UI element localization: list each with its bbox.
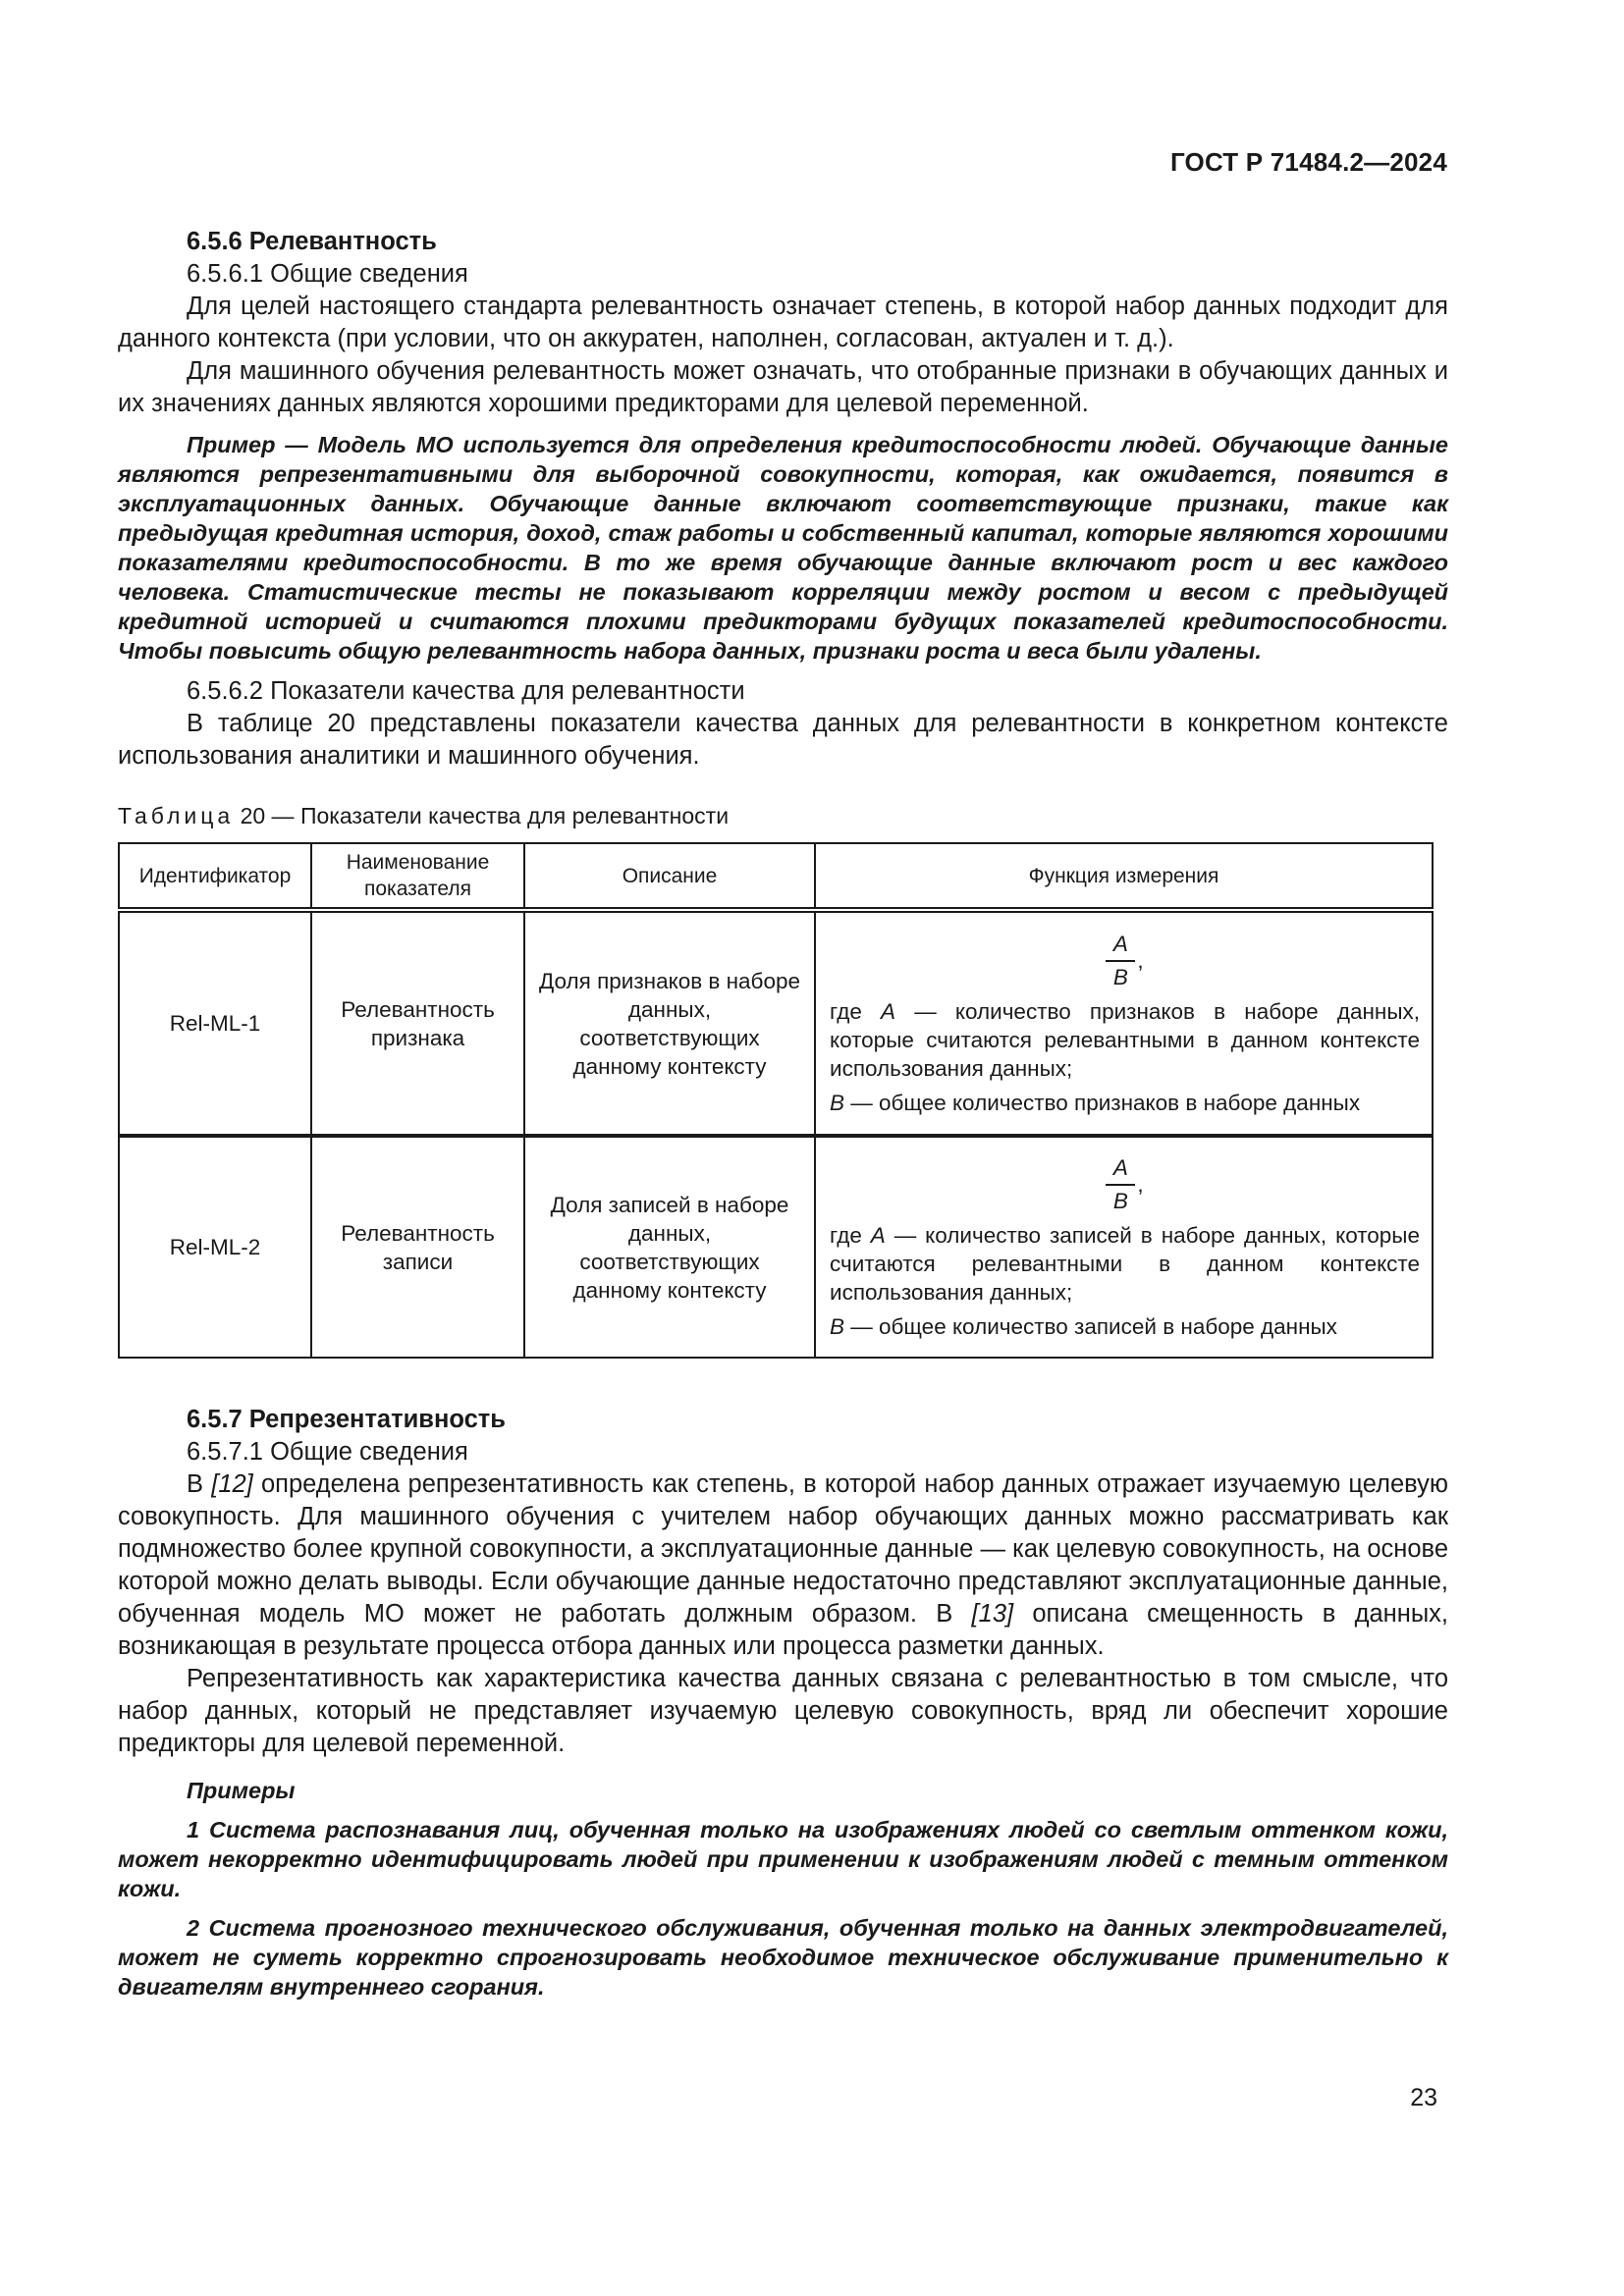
variable-b-definition: B — общее количество признаков в наборе данных [830, 1090, 1361, 1115]
fraction-bar [1106, 1184, 1135, 1186]
formula-fraction: $\frac{A}{B}$ , [830, 931, 1420, 991]
relevance-metrics-table [118, 842, 1434, 1359]
section-6-5-6-2-title: 6.5.6.2 Показатели качества для релевантности [187, 677, 745, 705]
paragraph-relevance-ml: Для машинного обучения релевантность может означать, что отобранные признаки в обучающих данных и их значениях данных являются хорошими предикторами для целевой переменной. [118, 357, 1448, 417]
cell-description: Доля записей в наборе данных, соответствующих данному контексту [524, 1136, 815, 1358]
example-predictive-maintenance: 2 Система прогнозного технического обслуживания, обученная только на данных электродвигателей, может не суметь корректно спрогнозировать необходимое техническое обслуживание применительно к двигателям внутреннего сгорания. [118, 1915, 1448, 2000]
section-6-5-6-1-title: 6.5.6.1 Общие сведения [187, 260, 468, 288]
table-caption [118, 800, 1448, 832]
example-credit-model: Пример — Модель МО используется для определения кредитоспособности людей. Обучающие данные являются репрезентативными для выборочной совокупности, которая, как ожидается, появится в эксплуатационных данных. Обучающие данные включают соответствующие признаки, такие как предыдущая кредитная история, доход, стаж работы и собственный капитал, которые являются хорошими показателями кредитоспособности. В то же время обучающие данные включают рост и вес каждого человека. Статистические тесты не показывают корреляции между ростом и весом с предыдущей кредитной историей и считаются плохими предикторами будущих показателей кредитоспособности. Чтобы повысить общую релевантность набора данных, признаки роста и веса были удалены. [118, 432, 1448, 664]
header-measurement-function: Функция измерения [815, 843, 1433, 910]
formula-denominator: B [1112, 964, 1128, 989]
fraction-bar [1106, 960, 1135, 962]
paragraph-relevance-definition: Для целей настоящего стандарта релевантность означает степень, в которой набор данных подходит для данного контекста (при условии, что он аккуратен, наполнен, согласован, актуален и т. д.). [118, 293, 1448, 352]
variable-b-definition: B — общее количество записей в наборе данных [830, 1313, 1337, 1339]
paragraph-representativeness-definition: В [12] определена репрезентативность как степень, в которой набор данных отражает изучаемую целевую совокупность. Для машинного обучения с учителем набор обучающих данных можно рассматривать как подмножество более крупной совокупности, а эксплуатационные данные — как целевую совокупность, на основе которой можно делать выводы. Если обучающие данные недостаточно представляют эксплуатационные данные, обученная модель МО может не работать должным образом. В [13] описана смещенность в данных, возникающая в результате процесса отбора данных или процесса разметки данных. [118, 1470, 1449, 1660]
cell-metric-name: Релевантность записи [311, 1136, 524, 1358]
cell-measurement-function [815, 1136, 1433, 1358]
formula-numerator: A [1112, 1154, 1128, 1180]
paragraph-representativeness-relevance: Репрезентативность как характеристика качества данных связана с релевантностью в том смысле, что набор данных, который не представляет изучаемую целевую совокупность, вряд ли обеспечит хорошие предикторы для целевой переменной. [118, 1665, 1448, 1757]
section-6-5-7-title: 6.5.7 Репрезентативность [187, 1406, 506, 1433]
header-metric-name: Наименование показателя [311, 843, 524, 910]
formula-fraction: $\frac{A}{B}$ , [830, 1154, 1420, 1215]
header-description: Описание [524, 843, 815, 910]
reference-link-13[interactable]: [13] [971, 1600, 1014, 1628]
table-caption-prefix: Таблица [118, 803, 235, 828]
section-6-5-6-title: 6.5.6 Релевантность [187, 228, 437, 255]
document-id-header: ГОСТ Р 71484.2—2024 [1169, 147, 1447, 177]
page-number: 23 [1410, 2084, 1437, 2111]
header-identifier: Идентификатор [119, 843, 311, 910]
table-row [119, 1136, 1433, 1358]
formula-numerator: A [1112, 931, 1128, 956]
example-face-recognition: 1 Система распознавания лиц, обученная только на изображениях людей со светлым оттенком кожи, может некорректно идентифицировать людей при применении к изображениям людей с темным оттенком кожи. [118, 1817, 1448, 1901]
cell-metric-name: Релевантность признака [311, 910, 524, 1136]
variable-a-definition: где A — количество признаков в наборе данных, которые считаются релевантными в данном контексте использования данных; [830, 998, 1420, 1081]
cell-identifier: Rel-ML-1 [119, 910, 311, 1136]
table-row [119, 910, 1433, 1136]
table-caption-text: 20 — Показатели качества для релевантности [234, 803, 730, 828]
section-6-5-7-1-title: 6.5.7.1 Общие сведения [187, 1438, 468, 1466]
formula-denominator: B [1112, 1188, 1128, 1213]
cell-measurement-function [815, 910, 1433, 1136]
reference-link-12[interactable]: [12] [211, 1470, 253, 1498]
cell-description: Доля признаков в наборе данных, соответствующих данному контексту [524, 910, 815, 1136]
examples-title: Примеры [187, 1778, 296, 1803]
table-header-row [119, 843, 1433, 910]
variable-a-definition: где A — количество записей в наборе данных, которые считаются релевантными в данном контексте использования данных; [830, 1222, 1420, 1305]
page-content [118, 226, 1448, 2011]
cell-identifier: Rel-ML-2 [119, 1136, 311, 1358]
paragraph-table-intro: В таблице 20 представлены показатели качества данных для релевантности в конкретном контексте использования аналитики и машинного обучения. [118, 710, 1448, 770]
